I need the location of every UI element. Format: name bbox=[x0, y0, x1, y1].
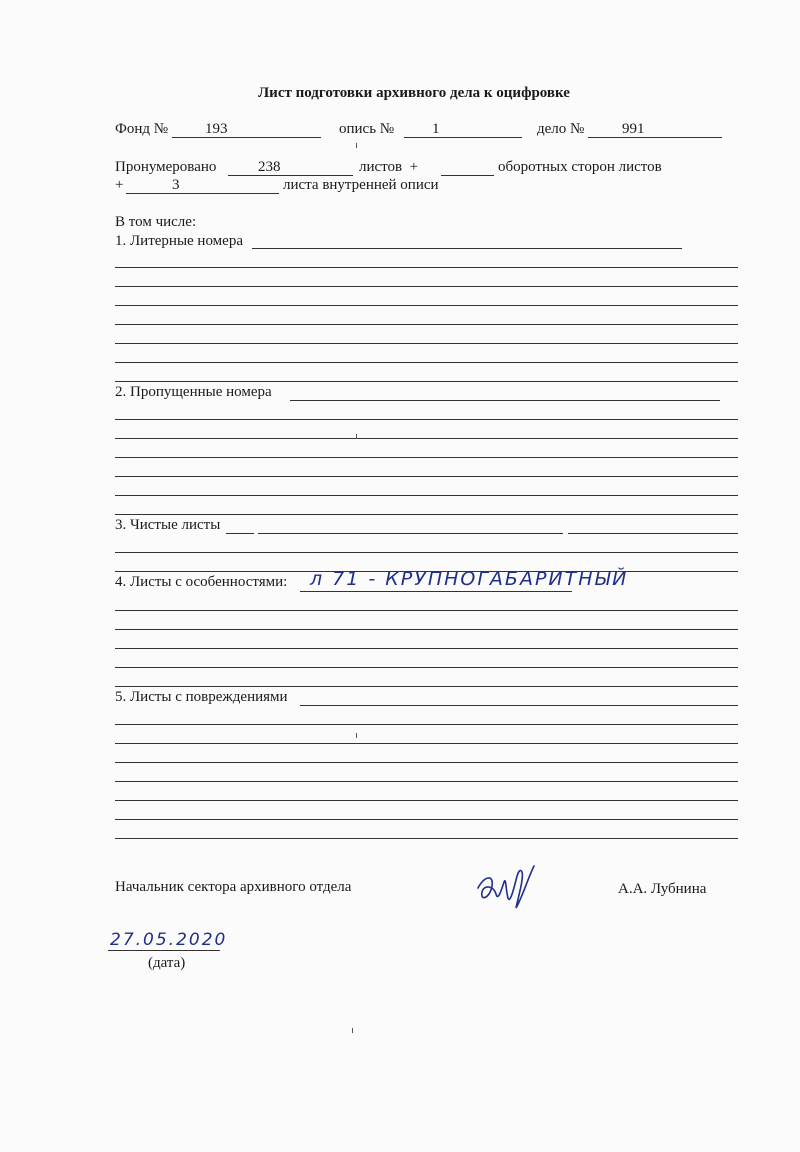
blank-line bbox=[115, 800, 738, 801]
fond-label: Фонд № bbox=[115, 121, 169, 137]
section-damaged-sheets: 5. Листы с повреждениями bbox=[115, 689, 288, 705]
fond-value: 193 bbox=[205, 121, 228, 137]
opis-label: опись № bbox=[339, 121, 395, 137]
date-caption: (дата) bbox=[148, 955, 186, 971]
blank-line bbox=[115, 781, 738, 782]
including-label: В том числе: bbox=[115, 214, 197, 230]
blank-line bbox=[115, 495, 738, 496]
sheets-value: 238 bbox=[258, 159, 281, 175]
section-1-underline bbox=[252, 248, 682, 249]
blank-line bbox=[115, 838, 738, 839]
delo-label: дело № bbox=[537, 121, 585, 137]
blank-line bbox=[115, 743, 738, 744]
section-2-underline bbox=[290, 400, 720, 401]
reverse-underline bbox=[441, 175, 494, 176]
sheets-label: листов + bbox=[359, 159, 419, 175]
section-blank-sheets: 3. Чистые листы bbox=[115, 517, 221, 533]
section-3-underline bbox=[226, 533, 254, 534]
section-special-sheets: 4. Листы с особенностями: bbox=[115, 574, 288, 590]
signer-name: А.А. Лубнина bbox=[618, 881, 707, 897]
scan-mark bbox=[356, 733, 357, 738]
page-title: Лист подготовки архивного дела к оцифровке bbox=[258, 85, 570, 101]
scan-mark bbox=[356, 143, 357, 148]
blank-line bbox=[115, 552, 738, 553]
blank-line bbox=[115, 419, 738, 420]
blank-line bbox=[115, 762, 738, 763]
blank-line bbox=[115, 324, 738, 325]
opis-underline bbox=[404, 137, 522, 138]
scan-mark bbox=[356, 434, 357, 439]
blank-line bbox=[115, 438, 738, 439]
section-literal-numbers: 1. Литерные номера bbox=[115, 233, 243, 249]
fond-underline bbox=[172, 137, 321, 138]
blank-line bbox=[115, 724, 738, 725]
handwritten-special-note: л 71 - КРУПНОГАБАРИТНЫЙ bbox=[310, 568, 629, 590]
blank-line bbox=[115, 610, 738, 611]
inventory-value: 3 bbox=[172, 177, 180, 193]
signer-position: Начальник сектора архивного отдела bbox=[115, 879, 352, 895]
blank-line bbox=[115, 267, 738, 268]
opis-value: 1 bbox=[432, 121, 440, 137]
section-3-underline bbox=[258, 533, 563, 534]
scan-mark bbox=[352, 1028, 353, 1033]
blank-line bbox=[115, 343, 738, 344]
reverse-label: оборотных сторон листов bbox=[498, 159, 662, 175]
blank-line bbox=[115, 305, 738, 306]
delo-value: 991 bbox=[622, 121, 645, 137]
handwritten-signature bbox=[470, 858, 550, 918]
section-5-underline bbox=[300, 705, 738, 706]
handwritten-date: 27.05.2020 bbox=[110, 930, 228, 950]
blank-line bbox=[115, 629, 738, 630]
section-missing-numbers: 2. Пропущенные номера bbox=[115, 384, 272, 400]
blank-line bbox=[115, 362, 738, 363]
blank-line bbox=[115, 648, 738, 649]
blank-line bbox=[115, 819, 738, 820]
section-4-underline bbox=[300, 591, 572, 592]
numbering-prefix: Пронумеровано bbox=[115, 159, 217, 175]
inventory-underline bbox=[126, 193, 279, 194]
blank-line bbox=[115, 457, 738, 458]
blank-line bbox=[115, 686, 738, 687]
blank-line bbox=[115, 381, 738, 382]
delo-underline bbox=[588, 137, 722, 138]
blank-line bbox=[115, 476, 738, 477]
plus-sign: + bbox=[115, 177, 124, 193]
section-3-underline bbox=[568, 533, 738, 534]
blank-line bbox=[115, 667, 738, 668]
date-underline bbox=[108, 950, 220, 951]
blank-line bbox=[115, 514, 738, 515]
inventory-label: листа внутренней описи bbox=[283, 177, 439, 193]
blank-line bbox=[115, 286, 738, 287]
